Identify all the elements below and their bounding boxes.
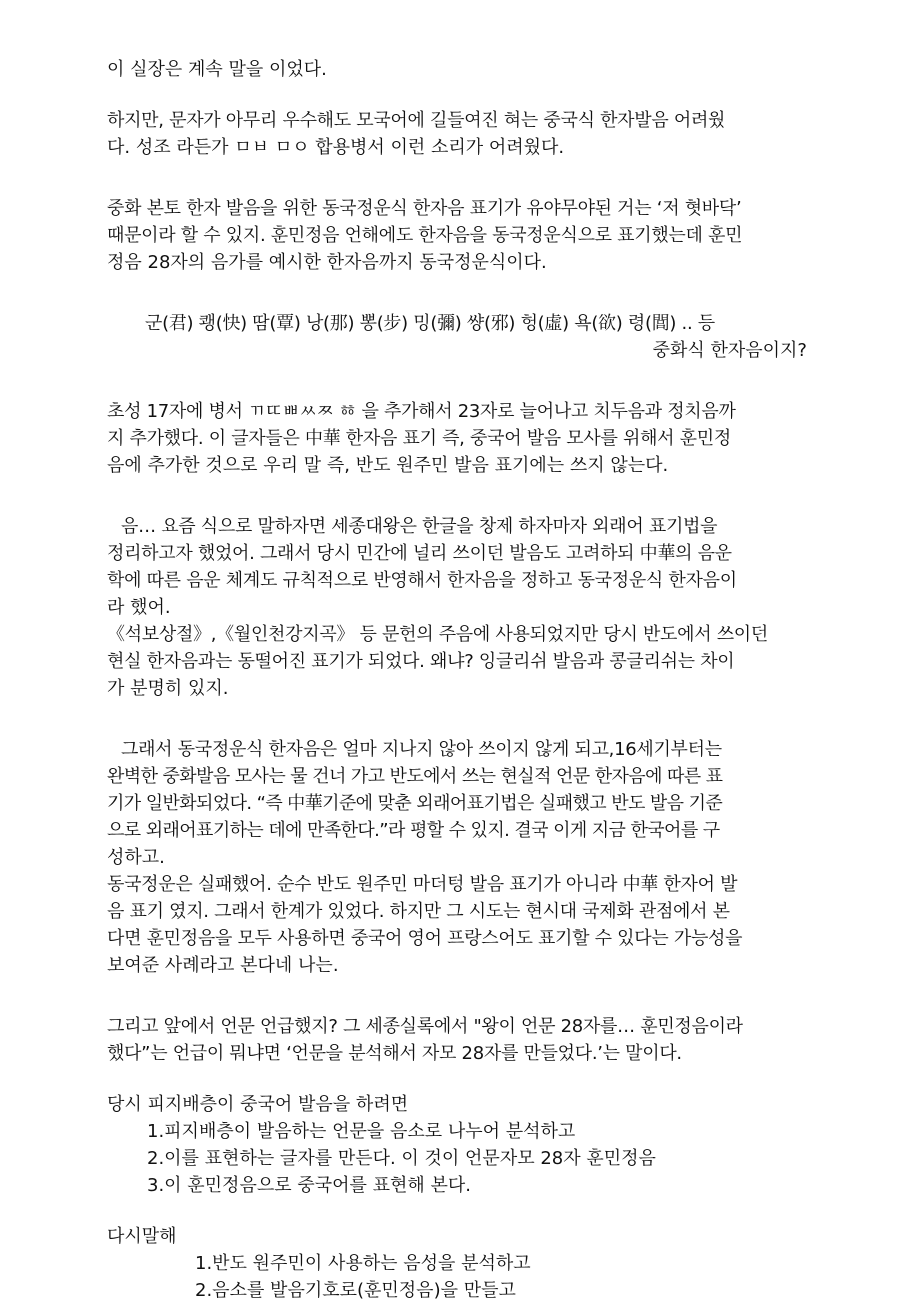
text-line: 가 분명히 있지. xyxy=(107,678,229,699)
text-line: 지 추가했다. 이 글자들은 中華 한자음 표기 즉, 중국어 발음 모사를 위해서 훈민정 xyxy=(107,428,731,449)
text-line: 라 했어. xyxy=(107,597,171,618)
text-line: 으로 외래어표기하는 데에 만족한다.”라 평할 수 있지. 결국 이게 지금 한국어를 구 xyxy=(107,820,720,841)
text-line: 다시말해 xyxy=(107,1226,177,1247)
text-line: 정음 28자의 음가를 예시한 한자음까지 동국정운식이다. xyxy=(107,252,547,273)
text-line: 초성 17자에 병서 ㄲㄸㅃㅆㅉ ㆅ 을 추가해서 23자로 늘어나고 치두음과 정치음까 xyxy=(107,401,736,422)
text-line: 현실 한자음과는 동떨어진 표기가 되었다. 왜냐? 잉글리쉬 발음과 콩글리쉬는 차이 xyxy=(107,651,735,672)
list-item: 1.반도 원주민이 사용하는 음성을 분석하고 xyxy=(195,1253,531,1274)
text-line: 다. 성조 라든가 ㅁㅂ ㅁㅇ 합용병서 이런 소리가 어려웠다. xyxy=(107,137,565,158)
text-line: 동국정운은 실패했어. 순수 반도 원주민 마더텅 발음 표기가 아니라 中華 한자어 발 xyxy=(107,874,738,895)
text-line: 이 실장은 계속 말을 이었다. xyxy=(107,59,327,80)
text-line: 그리고 앞에서 언문 언급했지? 그 세종실록에서 "왕이 언문 28자를… 훈민정음이라 xyxy=(107,1016,743,1037)
text-line: 했다”는 언급이 뭐냐면 ‘언문을 분석해서 자모 28자를 만들었다.’는 말이다. xyxy=(107,1043,682,1064)
text-line: 음… 요즘 식으로 말하자면 세종대왕은 한글을 창제 하자마자 외래어 표기법을 xyxy=(121,516,718,537)
text-line: 하지만, 문자가 아무리 우수해도 모국어에 길들여진 혀는 중국식 한자발음 어려웠 xyxy=(107,110,726,131)
list-item: 1.피지배층이 발음하는 언문을 음소로 나누어 분석하고 xyxy=(147,1121,576,1142)
text-line: 음 표기 였지. 그래서 한계가 있었다. 하지만 그 시도는 현시대 국제화 관점에서 본 xyxy=(107,901,730,922)
list-item: 2.이를 표현하는 글자를 만든다. 이 것이 언문자모 28자 훈민정음 xyxy=(147,1148,656,1169)
text-line: 음에 추가한 것으로 우리 말 즉, 반도 원주민 발음 표기에는 쓰지 않는다. xyxy=(107,455,669,476)
text-line: 그래서 동국정운식 한자음은 얼마 지나지 않아 쓰이지 않게 되고,16세기부터는 xyxy=(121,739,722,760)
text-line: 중화식 한자음이지? xyxy=(652,340,807,361)
list-item: 3.이 훈민정음으로 중국어를 표현해 본다. xyxy=(147,1175,471,1196)
list-item: 2.음소를 발음기호로(훈민정음)을 만들고 xyxy=(195,1280,516,1301)
text-line: 《석보상절》,《월인천강지곡》 등 문헌의 주음에 사용되었지만 당시 반도에서 쓰이던 xyxy=(107,624,768,645)
text-line: 군(君) 쾡(快) 땀(覃) 낭(那) 뽕(步) 밍(彌) 썅(邪) 헝(虛) 욕(欲) 령(閭) .. 등 xyxy=(145,313,715,334)
text-line: 보여준 사례라고 본다네 나는. xyxy=(107,955,339,976)
text-line: 기가 일반화되었다. “즉 中華기준에 맞춘 외래어표기법은 실패했고 반도 발음 기준 xyxy=(107,793,723,814)
text-line: 중화 본토 한자 발음을 위한 동국정운식 한자음 표기가 유야무야된 거는 ‘저 혓바닥’ xyxy=(107,198,742,219)
document-page xyxy=(107,56,807,1304)
text-line: 다면 훈민정음을 모두 사용하면 중국어 영어 프랑스어도 표기할 수 있다는 가능성을 xyxy=(107,928,743,949)
text-line: 정리하고자 했었어. 그래서 당시 민간에 널리 쓰이던 발음도 고려하되 中華의 음운 xyxy=(107,543,732,564)
text-line: 성하고. xyxy=(107,847,165,868)
text-line: 당시 피지배층이 중국어 발음을 하려면 xyxy=(107,1094,409,1115)
text-line: 때문이라 할 수 있지. 훈민정음 언해에도 한자음을 동국정운식으로 표기했는데 훈민 xyxy=(107,225,743,246)
text-line: 완벽한 중화발음 모사는 물 건너 가고 반도에서 쓰는 현실적 언문 한자음에 따른 표 xyxy=(107,766,723,787)
text-line: 학에 따른 음운 체계도 규칙적으로 반영해서 한자음을 정하고 동국정운식 한자음이 xyxy=(107,570,737,591)
